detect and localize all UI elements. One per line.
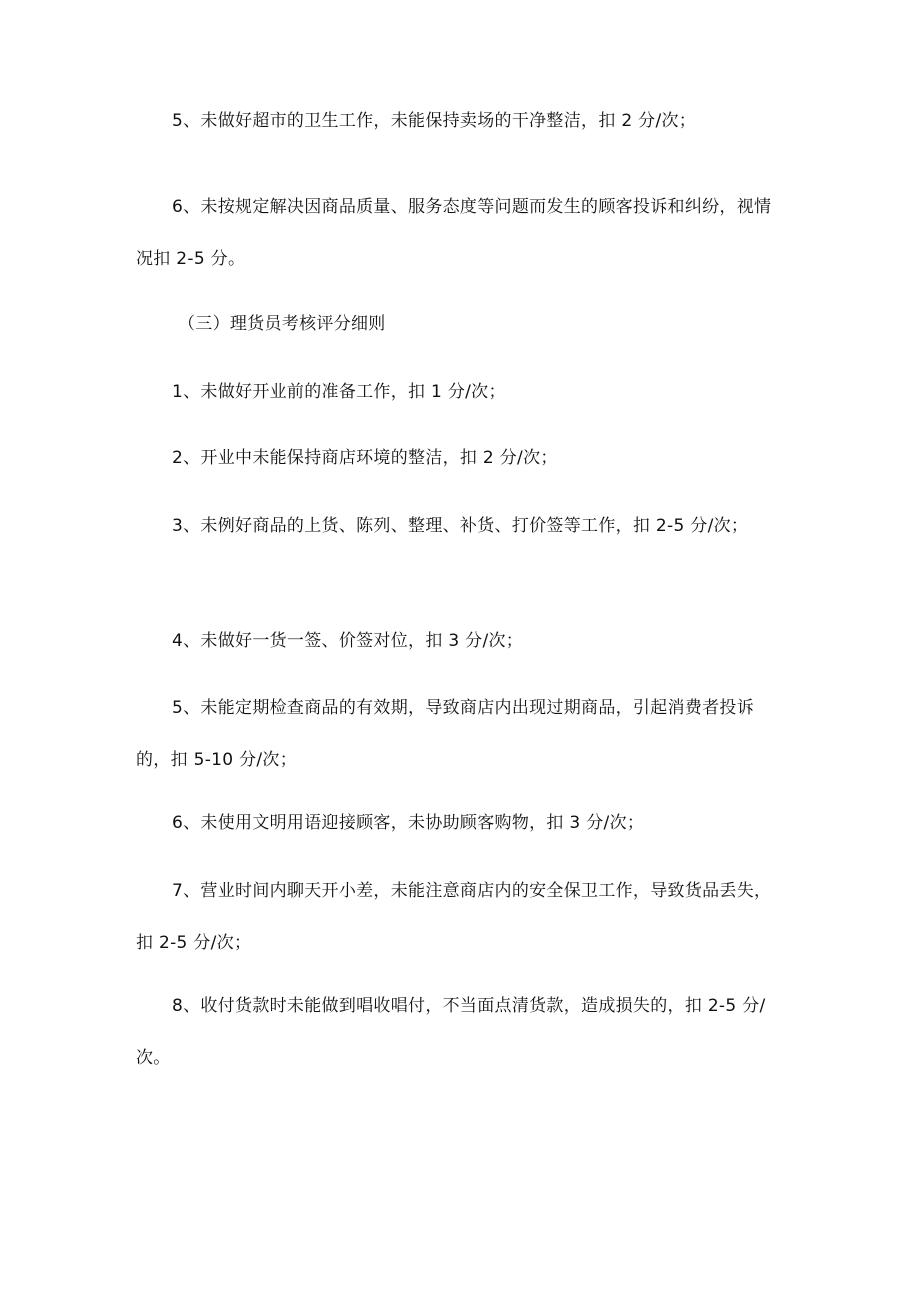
paragraph-clerk-item-2: 2、开业中未能保持商店环境的整洁，扣 2 分/次； <box>172 448 558 468</box>
paragraph-clerk-item-4: 4、未做好一货一签、价签对位，扣 3 分/次； <box>172 631 524 651</box>
paragraph-supermarket-item-6: 6、未按规定解决因商品质量、服务态度等问题而发生的顾客投诉和纠纷，视情况扣 2-5 分。 <box>136 197 772 269</box>
paragraph-clerk-item-1: 1、未做好开业前的准备工作，扣 1 分/次； <box>172 382 506 402</box>
section-heading-stock-clerk: （三）理货员考核评分细则 <box>178 314 386 334</box>
paragraph-clerk-item-5: 5、未能定期检查商品的有效期，导致商店内出现过期商品，引起消费者投诉的，扣 5-10 分/次； <box>136 698 755 770</box>
paragraph-supermarket-item-5: 5、未做好超市的卫生工作，未能保持卖场的干净整洁，扣 2 分/次； <box>172 111 697 131</box>
paragraph-clerk-item-7: 7、营业时间内聊天开小差，未能注意商店内的安全保卫工作，导致货品丢失，扣 2-5 分/次； <box>136 881 772 953</box>
paragraph-clerk-item-3: 3、未例好商品的上货、陈列、整理、补货、打价签等工作，扣 2-5 分/次； <box>172 516 749 536</box>
paragraph-clerk-item-8: 8、收付货款时未能做到唱收唱付，不当面点清货款，造成损失的，扣 2-5 分/次。 <box>136 996 766 1068</box>
paragraph-clerk-item-6: 6、未使用文明用语迎接顾客，未协助顾客购物，扣 3 分/次； <box>172 813 645 833</box>
